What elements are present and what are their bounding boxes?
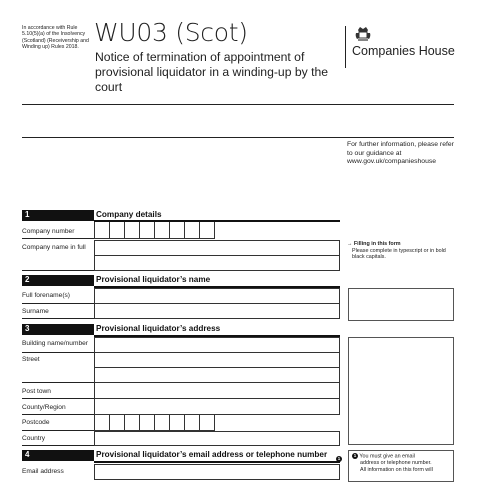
street-input-line-1[interactable] [94,352,340,368]
section-number: 4 [22,450,94,461]
side-note-box [348,337,454,445]
info-marker-icon: 1 [353,453,357,458]
form-title: Notice of termination of appointment of provisional liquidator in a winding-up by the court [95,50,329,94]
email-note-line: 1 You must give an email [353,453,415,460]
row-rule [22,303,94,304]
section-title: Provisional liquidator’s name [96,275,211,284]
company-number-label: Company number [22,228,75,235]
row-rule [22,238,94,239]
company-name-input-line-1[interactable] [94,240,340,256]
forenames-input[interactable] [94,288,340,304]
post-town-label: Post town [22,388,51,395]
street-input-line-2[interactable] [94,367,340,383]
royal-crest-icon [354,26,372,42]
country-input[interactable] [94,431,340,446]
county-label: County/Region [22,404,66,411]
rule-reference-note: In accordance with Rule 5.10(5)(a) of the Insolvency (Scotland) (Receivership and Winding up) Rules 2018. [22,25,89,51]
company-number-digit[interactable] [124,222,140,239]
row-rule [22,270,94,271]
section-rule [94,461,340,463]
form-code: WU03 (Scot) [94,18,248,47]
email-note-line: address or telephone number. [360,460,432,467]
email-note-line: All information on this form will [360,466,433,473]
company-number-digit[interactable] [184,222,200,239]
header-divider [345,26,346,68]
full-forenames-label: Full forename(s) [22,292,71,299]
building-label: Building name/number [22,340,88,347]
section-number: 1 [22,210,94,221]
company-number-digit[interactable] [169,222,185,239]
row-rule [22,430,94,431]
row-rule [22,445,94,446]
section-number: 3 [22,324,94,335]
section-number: 2 [22,275,94,286]
row-rule [22,352,94,353]
filling-note-body: Please complete in typescript or in bold black capitals. [352,247,446,261]
postcode-char[interactable] [109,415,125,431]
row-rule [22,414,94,415]
divider-rule [22,104,454,105]
postcode-char[interactable] [154,415,170,431]
postcode-char[interactable] [169,415,185,431]
email-input[interactable] [94,464,340,480]
postcode-char[interactable] [184,415,200,431]
building-input[interactable] [94,337,340,353]
companies-house-logo-text: Companies House [352,44,455,58]
surname-input[interactable] [94,303,340,319]
postcode-char[interactable] [94,415,110,431]
company-name-label: Company name in full [22,244,86,251]
section-title: Company details [96,210,162,219]
postcode-char[interactable] [139,415,155,431]
further-information-text: For further information, please refer to our guidance at www.gov.uk/companieshouse [347,141,454,166]
surname-label: Surname [22,308,49,315]
street-label: Street [22,356,40,363]
country-label: Country [22,435,46,442]
county-input[interactable] [94,398,340,415]
email-note [352,453,452,473]
company-number-digit[interactable] [139,222,155,239]
row-rule [22,382,94,383]
filling-note [347,241,457,261]
row-rule [22,318,94,319]
company-name-input-line-2[interactable] [94,255,340,271]
divider-rule [22,137,454,138]
postcode-char[interactable] [124,415,140,431]
postcode-char[interactable] [199,415,215,431]
filling-note-title: → Filling in this form [347,241,401,247]
company-number-digit[interactable] [109,222,125,239]
company-number-digit[interactable] [154,222,170,239]
company-number-digit[interactable] [199,222,215,239]
side-note-box [348,288,454,321]
section-title: Provisional liquidator’s address [96,324,221,333]
section-title: Provisional liquidator’s email address or telephone number [96,450,328,459]
email-address-label: Email address [22,468,64,475]
postcode-label: Postcode [22,419,50,426]
company-number-digit[interactable] [94,222,110,239]
info-marker-icon: 1 [337,455,341,461]
row-rule [22,398,94,399]
post-town-input[interactable] [94,382,340,399]
